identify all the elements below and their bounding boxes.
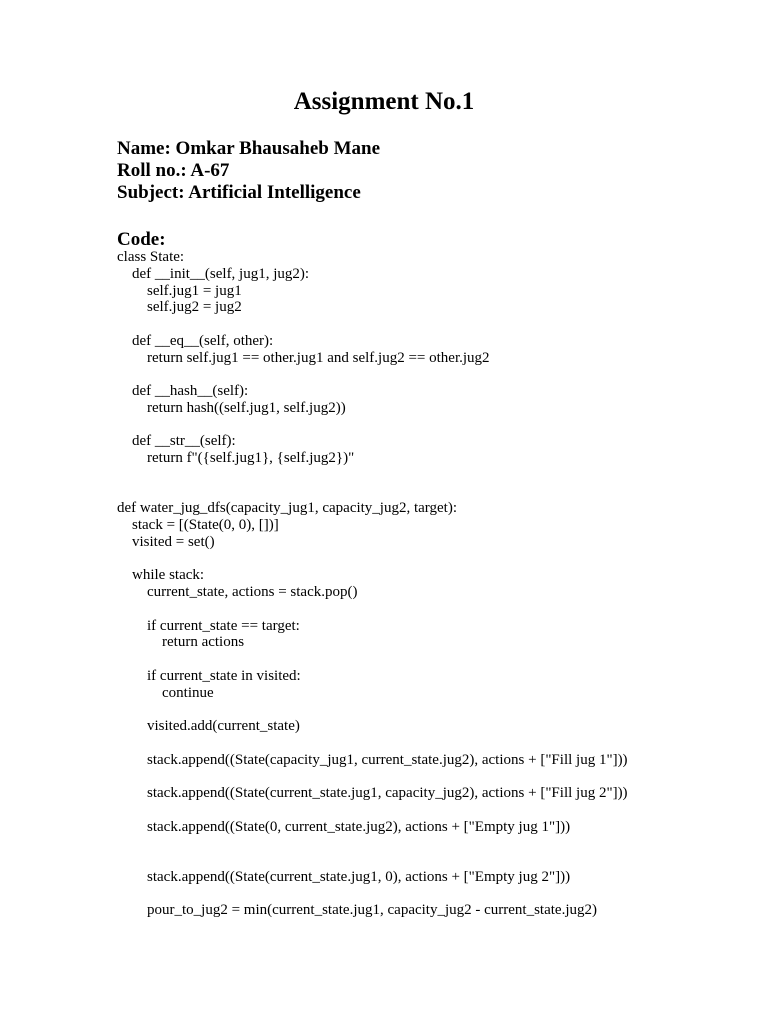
code-line: def __str__(self): (117, 433, 236, 450)
code-line: current_state, actions = stack.pop() (117, 584, 358, 600)
code-line (117, 467, 757, 484)
name-line: Name: Omkar Bhausaheb Mane (117, 138, 381, 159)
code-line: stack.append((State(current_state.jug1, 0), actions + ["Empty jug 2"])) (117, 868, 571, 885)
subject-line: Subject: Artificial Intelligence (117, 182, 361, 203)
code-line: visited = set() (117, 533, 215, 550)
code-line: while stack: (117, 567, 205, 584)
code-line: pour_to_jug2 = min(current_state.jug1, capacity_jug2 - current_state.jug2) (117, 902, 597, 919)
code-line: continue (117, 684, 214, 701)
code-line (117, 366, 757, 383)
code-line: def water_jug_dfs(capacity_jug1, capacity_jug2, target): (117, 500, 458, 517)
code-line (117, 417, 757, 434)
code-line (117, 651, 757, 668)
roll-number-line: Roll no.: A-67 (117, 160, 230, 181)
code-line: stack = [(State(0, 0), [])] (117, 517, 279, 533)
code-line: def __init__(self, jug1, jug2): (117, 265, 310, 282)
code-line: return actions (117, 634, 245, 651)
code-line: def __hash__(self): (117, 383, 249, 399)
code-line (117, 768, 757, 785)
code-line: class State: (117, 249, 185, 265)
code-line: visited.add(current_state) (117, 718, 300, 734)
code-line: stack.append((State(0, current_state.jug2), actions + ["Empty jug 1"])) (117, 818, 571, 835)
code-line: stack.append((State(capacity_jug1, current_state.jug2), actions + ["Fill jug 1"])) (117, 751, 628, 768)
code-line (117, 601, 757, 618)
code-line: stack.append((State(current_state.jug1, capacity_jug2), actions + ["Fill jug 2"])) (117, 785, 628, 801)
code-line (117, 484, 757, 501)
code-line: return f"({self.jug1}, {self.jug2})" (117, 450, 355, 466)
code-heading: Code: (117, 229, 166, 250)
document-title: Assignment No.1 (293, 88, 475, 115)
code-line: self.jug1 = jug1 (117, 282, 242, 299)
code-line: if current_state in visited: (117, 667, 301, 684)
code-line (117, 735, 757, 752)
code-line (117, 701, 757, 718)
code-line: return self.jug1 == other.jug1 and self.jug2 == other.jug2 (117, 349, 490, 366)
code-line (117, 852, 757, 869)
code-line (117, 835, 757, 852)
code-line: return hash((self.jug1, self.jug2)) (117, 399, 346, 416)
student-info (117, 138, 380, 204)
code-line (117, 886, 757, 903)
code-line: def __eq__(self, other): (117, 332, 274, 349)
code-line: if current_state == target: (117, 617, 300, 634)
code-line (117, 551, 757, 568)
code-block (117, 249, 757, 919)
code-line (117, 802, 757, 819)
code-line: self.jug2 = jug2 (117, 299, 242, 316)
code-line (117, 316, 757, 333)
